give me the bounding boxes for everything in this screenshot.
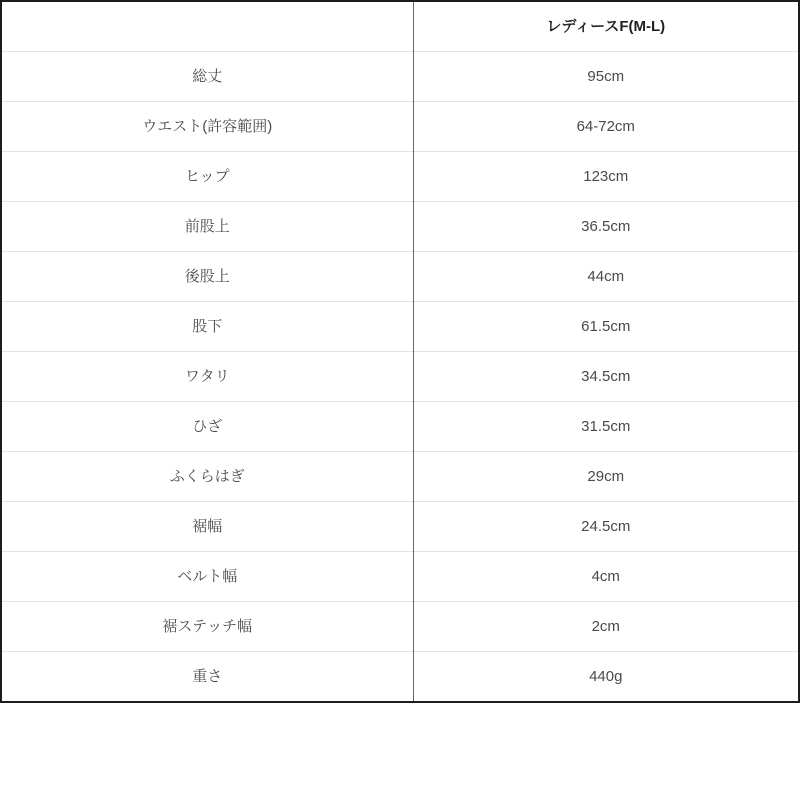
measurement-label: 後股上 (1, 252, 413, 302)
size-chart-header (1, 1, 799, 52)
measurement-value: 2cm (413, 602, 799, 652)
table-row (1, 202, 799, 252)
measurement-label: 総丈 (1, 52, 413, 102)
measurement-label: ふくらはぎ (1, 452, 413, 502)
table-row (1, 252, 799, 302)
table-row (1, 602, 799, 652)
measurement-value: 4cm (413, 552, 799, 602)
table-row (1, 552, 799, 602)
measurement-label: 裾ステッチ幅 (1, 602, 413, 652)
measurement-value: 34.5cm (413, 352, 799, 402)
table-row (1, 302, 799, 352)
measurement-label: ウエスト(許容範囲) (1, 102, 413, 152)
measurement-value: 64-72cm (413, 102, 799, 152)
measurement-label: 前股上 (1, 202, 413, 252)
header-value-cell: レディースF(M-L) (413, 1, 799, 52)
table-row (1, 152, 799, 202)
table-row (1, 402, 799, 452)
measurement-label: 股下 (1, 302, 413, 352)
table-row (1, 652, 799, 703)
measurement-label: ひざ (1, 402, 413, 452)
table-row (1, 452, 799, 502)
table-row (1, 52, 799, 102)
measurement-value: 36.5cm (413, 202, 799, 252)
measurement-label: ワタリ (1, 352, 413, 402)
measurement-value: 95cm (413, 52, 799, 102)
header-row (1, 1, 799, 52)
table-row (1, 352, 799, 402)
table-row (1, 502, 799, 552)
header-label-cell (1, 1, 413, 52)
measurement-label: 重さ (1, 652, 413, 703)
measurement-label: ヒップ (1, 152, 413, 202)
measurement-value: 123cm (413, 152, 799, 202)
measurement-value: 440g (413, 652, 799, 703)
table-row (1, 102, 799, 152)
measurement-label: ベルト幅 (1, 552, 413, 602)
measurement-label: 裾幅 (1, 502, 413, 552)
size-chart-body (1, 52, 799, 703)
measurement-value: 44cm (413, 252, 799, 302)
measurement-value: 61.5cm (413, 302, 799, 352)
measurement-value: 24.5cm (413, 502, 799, 552)
measurement-value: 31.5cm (413, 402, 799, 452)
measurement-value: 29cm (413, 452, 799, 502)
